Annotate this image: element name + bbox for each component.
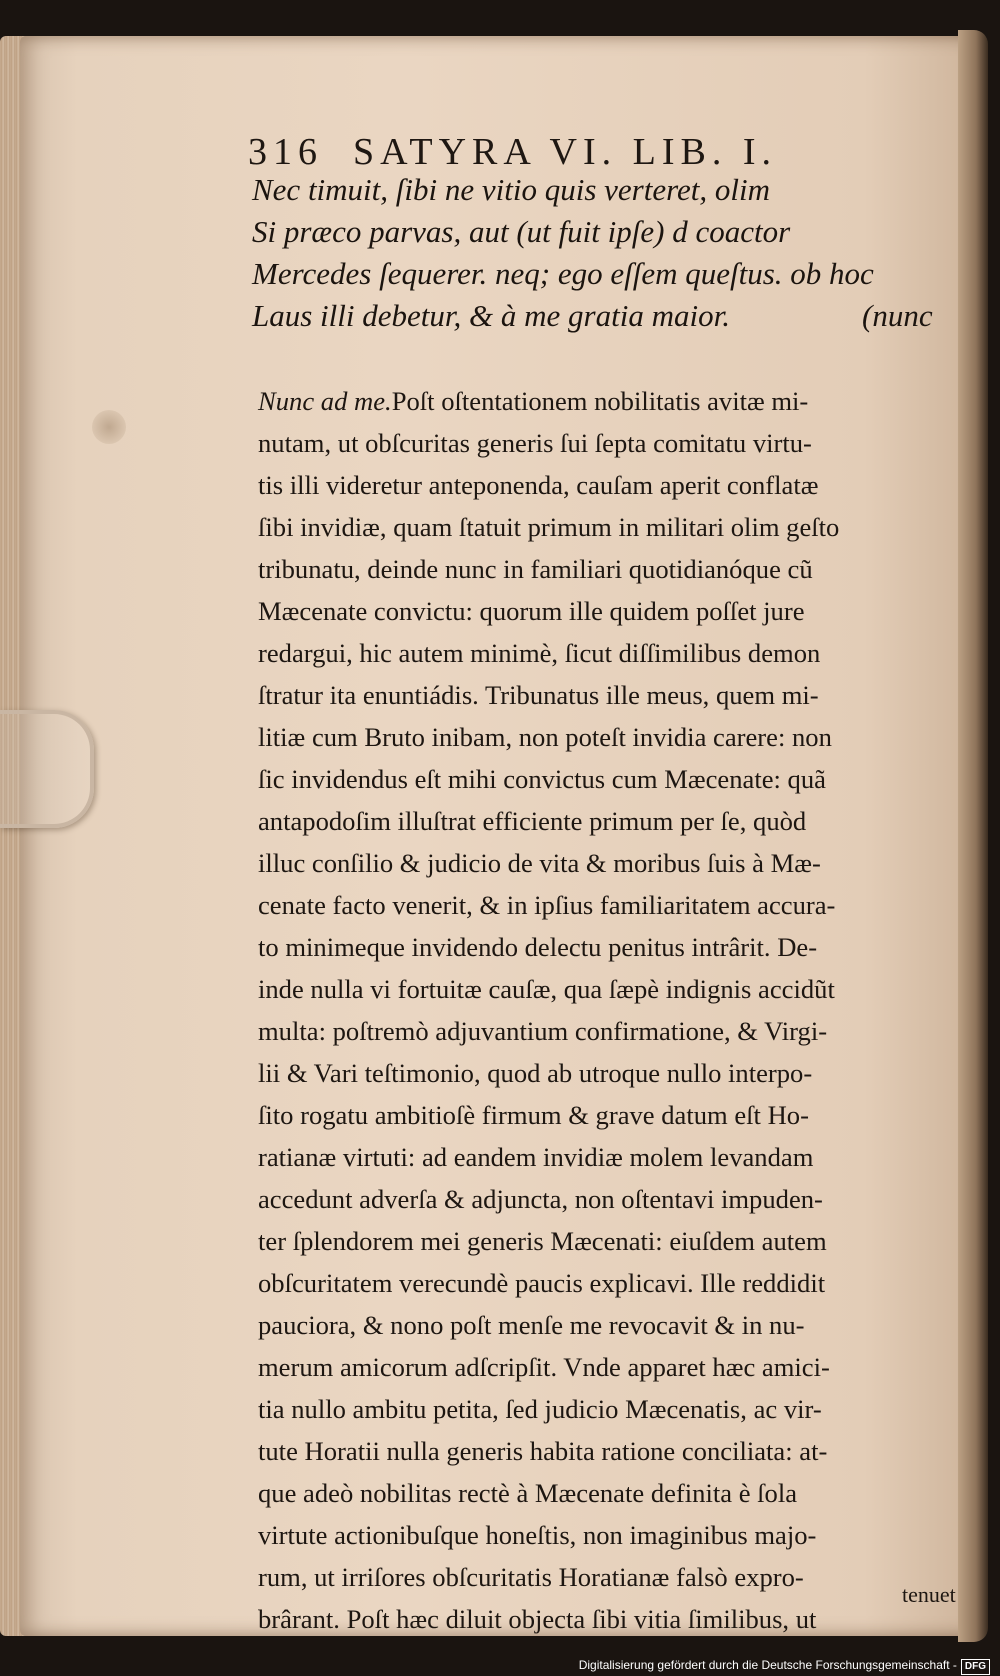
verse-catch-fragment: (nunc — [862, 298, 933, 333]
commentary-line — [258, 380, 958, 422]
commentary-line: brârant. Poſt hæc diluit objecta ſibi vitia ſimilibus, ut — [258, 1604, 817, 1634]
commentary-line: obſcuritatem verecundè paucis explicavi. Ille reddidit — [258, 1268, 826, 1298]
footer-credit: Digitalisierung gefördert durch die Deutsche Forschungsgemeinschaft - — [578, 1658, 957, 1672]
commentary-line: Mæcenate convictu: quorum ille quidem poſſet jure — [258, 596, 805, 626]
commentary-line: accedunt adverſa & adjuncta, non oſtentavi impuden- — [258, 1184, 823, 1214]
commentary-line: tribunatu, deinde nunc in familiari quotidianóque cũ — [258, 554, 813, 584]
commentary-line: illuc conſilio & judicio de vita & moribus ſuis à Mæ- — [258, 848, 821, 878]
commentary-line: lii & Vari teſtimonio, quod ab utroque nullo interpo- — [258, 1058, 813, 1088]
commentary-line: tis illi videretur anteponenda, cauſam aperit conflatæ — [258, 470, 819, 500]
commentary-line: redargui, hic autem minimè, ſicut diſſimilibus demon — [258, 638, 821, 668]
commentary-line: antapodoſim illuſtrat efficiente primum per ſe, quòd — [258, 806, 807, 836]
commentary-block — [258, 380, 958, 1640]
commentary-line: ſic invidendus eſt mihi convictus cum Mæcenate: quã — [258, 764, 826, 794]
commentary-line: ſito rogatu ambitioſè firmum & grave datum eſt Ho- — [258, 1100, 809, 1130]
commentary-line: to minimeque invidendo delectu penitus intrârit. De- — [258, 932, 818, 962]
commentary-line: rum, ut irriſores obſcuritatis Horatianæ falsò expro- — [258, 1562, 804, 1592]
verse-line — [252, 172, 972, 208]
verse-text: Si præco parvas, aut (ut fuit ipſe) d coactor — [252, 214, 791, 249]
dfg-logo: DFG — [961, 1659, 990, 1675]
paper-stain — [92, 410, 126, 444]
commentary-line: cenate facto venerit, & in ipſius familiaritatem accura- — [258, 890, 836, 920]
verse-line — [252, 256, 972, 292]
commentary-line: multa: poſtremò adjuvantium confirmatione, & Virgi- — [258, 1016, 828, 1046]
commentary-line: ratianæ virtuti: ad eandem invidiæ molem levandam — [258, 1142, 814, 1172]
catchword: tenuet — [902, 1582, 956, 1607]
commentary-line: inde nulla vi fortuitæ cauſæ, qua ſæpè indignis accidũt — [258, 974, 835, 1004]
verse-line — [252, 214, 972, 250]
commentary-line: tute Horatii nulla generis habita ratione conciliata: at- — [258, 1436, 828, 1466]
commentary-line: ſibi invidiæ, quam ſtatuit primum in militari olim geſto — [258, 512, 840, 542]
commentary-line: merum amicorum adſcripſit. Vnde apparet hæc amici- — [258, 1352, 830, 1382]
running-title: SATYRA VI. LIB. I. — [353, 131, 777, 173]
commentary-line: virtute actionibuſque honeſtis, non imaginibus majo- — [258, 1520, 817, 1550]
commentary-line: pauciora, & nono poſt menſe me revocavit & in nu- — [258, 1310, 805, 1340]
verse-text: Mercedes ſequerer. neq; ego eſſem queſtus. ob hoc — [252, 256, 874, 291]
commentary-lemma: Nunc ad me. — [258, 386, 392, 416]
verse-text: Laus illi debetur, & à me gratia maior. — [252, 298, 730, 333]
digitization-footer — [540, 1654, 990, 1676]
commentary-line: litiæ cum Bruto inibam, non poteſt invidia carere: non — [258, 722, 832, 752]
page-number: 316 — [248, 131, 323, 173]
commentary-line: ſtratur ita enuntiádis. Tribunatus ille meus, quem mi- — [258, 680, 819, 710]
commentary-line: tia nullo ambitu petita, ſed judicio Mæcenatis, ac vir- — [258, 1394, 822, 1424]
commentary-line: ter ſplendorem mei generis Mæcenati: eiuſdem autem — [258, 1226, 827, 1256]
verse-line — [252, 298, 972, 334]
verse-text: Nec timuit, ſibi ne vitio quis verteret, olim — [252, 172, 771, 207]
page-clip-icon — [0, 710, 94, 828]
commentary-line: que adeò nobilitas rectè à Mæcenate definita è ſola — [258, 1478, 798, 1508]
commentary-line: nutam, ut obſcuritas generis ſui ſepta comitatu virtu- — [258, 428, 812, 458]
commentary-text: Poſt oſtentationem nobilitatis avitæ mi- — [391, 386, 809, 416]
